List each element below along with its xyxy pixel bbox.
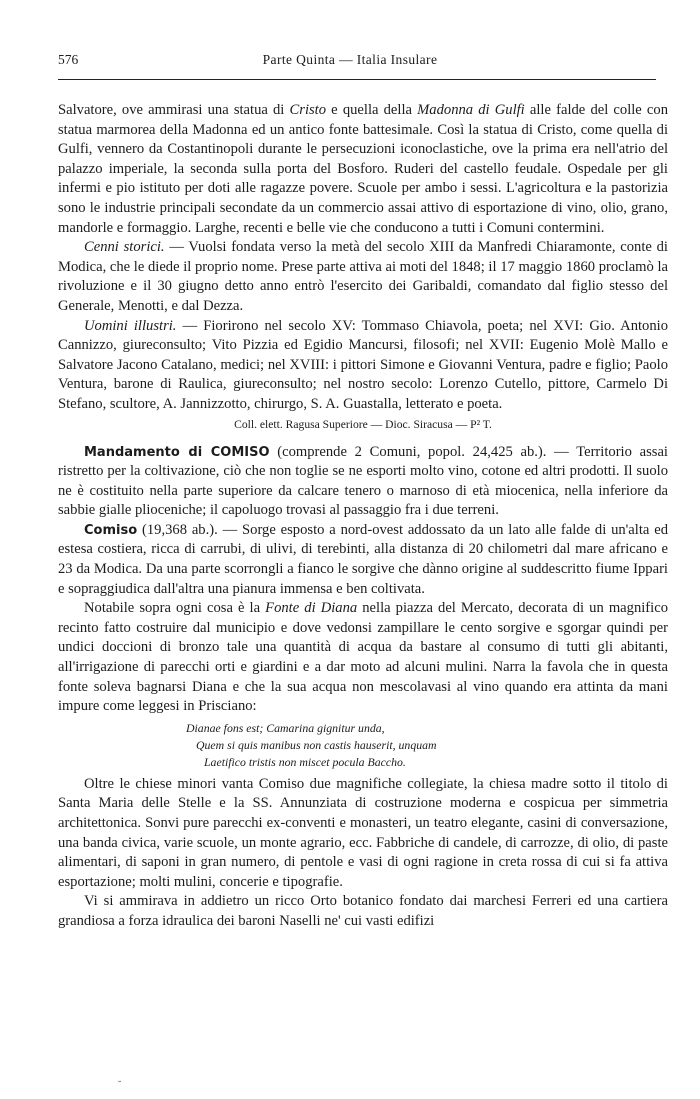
- mandamento-heading: Mandamento di COMISO: [84, 444, 270, 460]
- verse-line: Quem si quis manibus non castis hauserit, unquam: [196, 737, 437, 752]
- fonte-di-diana-paragraph: Notabile sopra ogni cosa è la Fonte di Diana nella piazza del Mercato, decorata di un magnifico recinto fatto costruire dal municipio e dove vedonsi zampillare le cento sorgive e sgorgar quindi per undici doccioni di bronzo tale una quantità di acqua da bastare al consumo di tutti gli abitanti, all'irrigazione di parecchi orti e giardini e a dar moto ad alcuni mulini. Narra la favola che in questa fonte soleva bagnarsi Diana e che la sua acqua non mescolavasi al vino quando era attinta da mani impure come leggesi in Prisciano:: [58, 600, 668, 715]
- orto-botanico-paragraph: Vi si ammirava in addietro un ricco Orto botanico fondato dai marchesi Ferreri ed una cartiera grandiosa a forza idraulica dei baroni Naselli ne' cui vasti edifizi: [58, 893, 668, 929]
- stray-print-mark: ˘: [118, 1080, 122, 1091]
- running-title: Parte Quinta — Italia Insulare: [262, 52, 438, 67]
- chiese-paragraph: Oltre le chiese minori vanta Comiso due magnifiche collegiate, la chiesa madre sotto il titolo di Santa Maria delle Stelle e la SS. Annunziata di costruzione moderna e cospicua per simmetria architettonica. Sonvi pure parecchi ex-conventi e monasteri, un teatro elegante, casini di conversazione, una banda civica, varie scuole, un monte agrario, ecc. Fabbriche di candele, di carrozze, di olio, di paste alimentari, di saponi in gran numero, di pentole e vasi di ogni ragione in creta rossa di cui si fa attiva esportazione; molti mulini, concerie e tipografie.: [58, 775, 668, 890]
- mandamento-paragraph: Mandamento di COMISO (comprende 2 Comuni, popol. 24,425 ab.). — Territorio assai ristretto per la coltivazione, ciò che non toglie se ne esporti molto vino, cotone ed altri prodotti. Il suolo ne è costituito nella parte superiore da calcare tenero o marnoso di età miocenica, nella inferiore da sabbie gialle plioceniche; il capoluogo trovasi al passaggio fra i due terreni.: [58, 443, 668, 519]
- header-rule: [58, 79, 656, 80]
- verse-line: Laetifico tristis non miscet pocula Baccho.: [204, 754, 406, 769]
- comiso-heading: Comiso: [84, 522, 138, 538]
- comiso-paragraph: Comiso (19,368 ab.). — Sorge esposto a nord-ovest addossato da un lato alle falde di un'alta ed estesa costiera, ricca di carrubi, di ulivi, di terebinti, alla distanza di 20 chilometri dal mare africano e 23 da Modica. Da una parte scorrongli a fianco le sorgive che dànno origine al suddescritto fiume Ippari e sopraggiudica dall'altra una pianura immensa e ben coltivata.: [58, 521, 668, 597]
- page-header: [58, 52, 642, 72]
- uomini-illustri-paragraph: Uomini illustri. — Fiorirono nel secolo XV: Tommaso Chiavola, poeta; nel XVI: Gio. Antonio Cannizzo, giureconsulto; Vito Pizzia ed Egidio Mancursi, filosofi; nel XVII: Eugenio Molè Mallo e Salvatore Jacono Catalano, medici; nel XVIII: i pittori Simone e Giovanni Ventura, padre e figlio; Paolo Ventura, barone di Raulica, giureconsulto; nel nostro secolo: Lorenzo Cutello, pittore, Carmelo Di Stefano, scultore, A. Jannizzotto, chirurgo, S. A. Guastalla, letterato e poeta.: [58, 317, 669, 412]
- electoral-college-note: Coll. elett. Ragusa Superiore — Dioc. Siracusa — P² T.: [234, 417, 492, 431]
- cenni-storici-paragraph: Cenni storici. — Vuolsi fondata verso la metà del secolo XIII da Manfredi Chiaramonte, conte di Modica, che le diede il proprio nome. Prese parte attiva ai moti del 1848; il 17 maggio 1860 proclamò la rivoluzione e il 30 giugno detto anno entrò l'esercito dei Garibaldi, comandato dal figlio stesso del Generale, Menotti, e dal Dezza.: [58, 239, 668, 314]
- uomini-illustri-label: Uomini illustri.: [84, 317, 177, 334]
- cenni-storici-label: Cenni storici.: [84, 239, 165, 256]
- verse-line: Dianae fons est; Camarina gignitur unda,: [186, 720, 385, 735]
- latin-verse: [186, 720, 668, 771]
- page-number: 576: [58, 52, 79, 67]
- intro-paragraph: Salvatore, ove ammirasi una statua di Cristo e quella della Madonna di Gulfi alle falde del colle con statua marmorea della Madonna ed un antico fonte battesimale. Così la statua di Cristo, come quella di Gulfi, vennero da Costantinopoli durante le persecuzioni iconoclastiche, ove la prima era nell'atrio del palazzo imperiale, la seconda sulla porta del Bosforo. Ruderi del castello feudale. Ospedale per gli infermi e pio istituto per doti alle ragazze povere. Scuole per ambo i sessi. L'agricoltura e la pastorizia sono le industrie principali secondate da un commercio assai attivo di esportazione di vino, olio, grano, mandorle e formaggio. Larghe, recenti e belle vie che conducono a tutti i Comuni contermini.: [58, 102, 669, 236]
- page-body: [58, 101, 668, 932]
